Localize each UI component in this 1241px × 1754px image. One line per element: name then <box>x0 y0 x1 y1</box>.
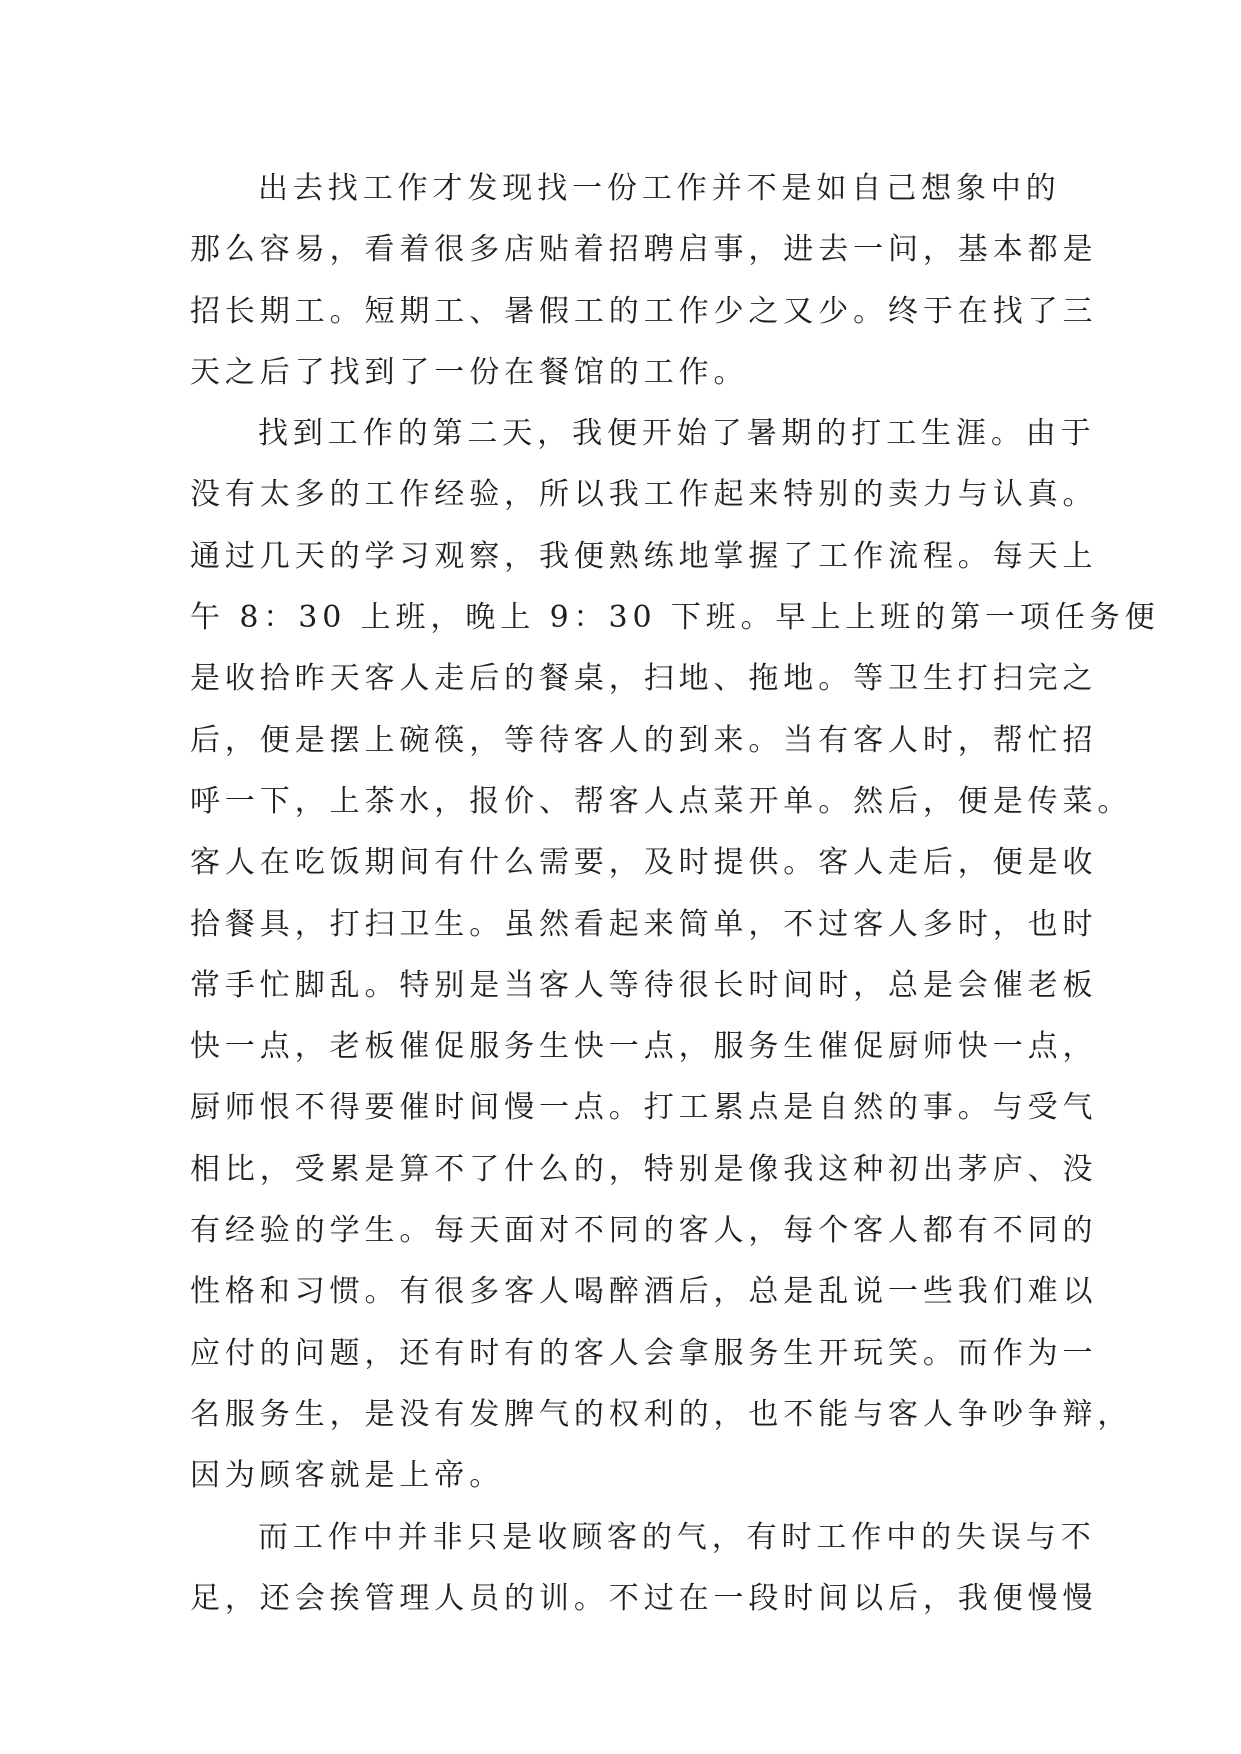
text-line: 后，便是摆上碗筷，等待客人的到来。当有客人时，帮忙招 <box>190 722 1098 758</box>
text-line: 那么容易，看着很多店贴着招聘启事，进去一问，基本都是 <box>190 232 1098 268</box>
text-line: 午 8：30 上班，晚上 9：30 下班。早上上班的第一项任务便 <box>190 600 1160 636</box>
text-line: 拾餐具，打扫卫生。虽然看起来简单，不过客人多时，也时 <box>190 906 1098 942</box>
text-line: 通过几天的学习观察，我便熟练地掌握了工作流程。每天上 <box>190 538 1098 574</box>
text-line: 快一点，老板催促服务生快一点，服务生催促厨师快一点， <box>190 1029 1098 1065</box>
document-body <box>190 158 1160 1629</box>
text-line: 因为顾客就是上帝。 <box>190 1458 505 1494</box>
text-line: 足，还会挨管理人员的训。不过在一段时间以后，我便慢慢 <box>190 1580 1098 1616</box>
text-line: 是收拾昨天客人走后的餐桌，扫地、拖地。等卫生打扫完之 <box>190 661 1098 697</box>
paragraph-3 <box>190 1507 1098 1630</box>
paragraph-2 <box>190 403 1160 1506</box>
text-line: 有经验的学生。每天面对不同的客人，每个客人都有不同的 <box>190 1213 1098 1249</box>
text-line: 应付的问题，还有时有的客人会拿服务生开玩笑。而作为一 <box>190 1335 1098 1371</box>
text-line: 呼一下，上茶水，报价、帮客人点菜开单。然后，便是传菜。 <box>190 783 1133 819</box>
paragraph-1 <box>190 158 1098 403</box>
text-line: 相比，受累是算不了什么的，特别是像我这种初出茅庐、没 <box>190 1151 1098 1187</box>
text-line: 天之后了找到了一份在餐馆的工作。 <box>190 354 749 390</box>
text-line: 名服务生，是没有发脾气的权利的，也不能与客人争吵争辩， <box>190 1396 1133 1432</box>
text-line: 没有太多的工作经验，所以我工作起来特别的卖力与认真。 <box>190 477 1098 513</box>
text-line: 性格和习惯。有很多客人喝醉酒后，总是乱说一些我们难以 <box>190 1274 1098 1310</box>
text-line: 找到工作的第二天，我便开始了暑期的打工生涯。由于 <box>258 416 1096 452</box>
text-line: 客人在吃饭期间有什么需要，及时提供。客人走后，便是收 <box>190 845 1098 881</box>
text-line: 招长期工。短期工、暑假工的工作少之又少。终于在找了三 <box>190 293 1098 329</box>
text-line: 厨师恨不得要催时间慢一点。打工累点是自然的事。与受气 <box>190 1090 1098 1126</box>
text-line: 常手忙脚乱。特别是当客人等待很长时间时，总是会催老板 <box>190 967 1098 1003</box>
text-line: 而工作中并非只是收顾客的气，有时工作中的失误与不 <box>258 1519 1096 1555</box>
text-line: 出去找工作才发现找一份工作并不是如自己想象中的 <box>258 171 1061 206</box>
